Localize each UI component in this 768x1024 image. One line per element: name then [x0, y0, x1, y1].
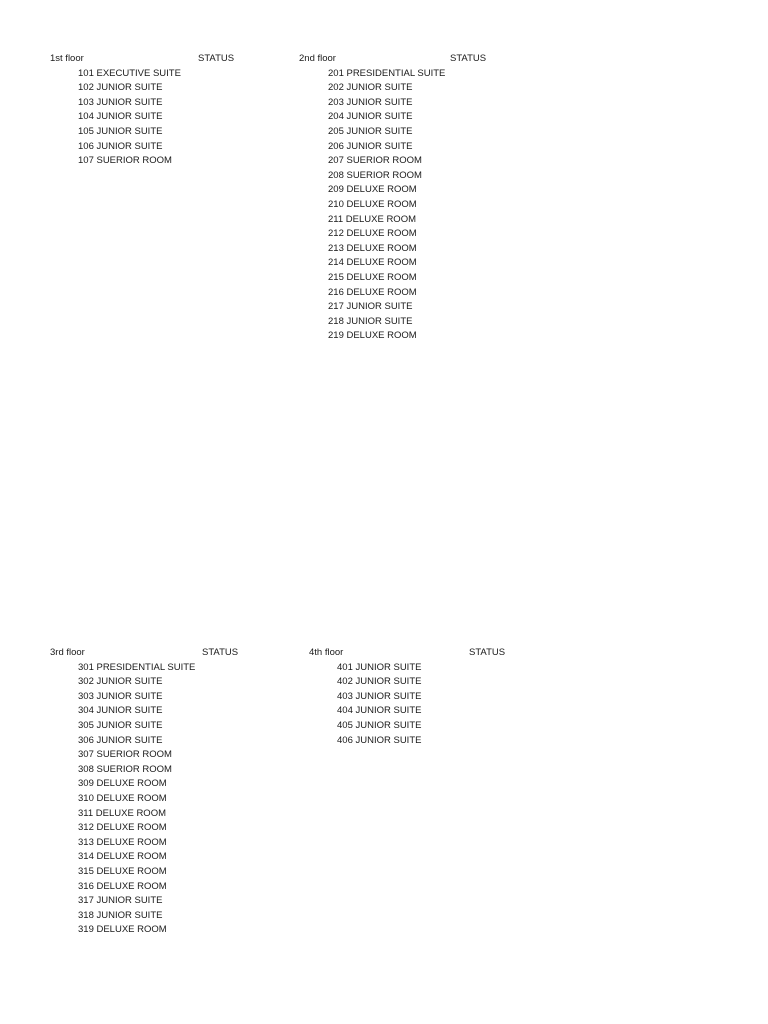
- room-row: 211 DELUXE ROOM: [328, 213, 416, 225]
- floor-block-2nd: [299, 52, 487, 344]
- room-row: 204 JUNIOR SUITE: [328, 111, 413, 123]
- room-row: 104 JUNIOR SUITE: [78, 111, 163, 123]
- room-row: 401 JUNIOR SUITE: [337, 661, 422, 673]
- room-row: 307 SUERIOR ROOM: [78, 749, 172, 761]
- room-list: [78, 661, 195, 938]
- room-row: 202 JUNIOR SUITE: [328, 82, 413, 94]
- floor-block-3rd: [50, 646, 239, 938]
- room-row: 310 DELUXE ROOM: [78, 792, 167, 804]
- room-row: 106 JUNIOR SUITE: [78, 140, 163, 152]
- room-row: 107 SUERIOR ROOM: [78, 155, 172, 167]
- room-row: 206 JUNIOR SUITE: [328, 140, 413, 152]
- room-list: [78, 67, 181, 169]
- floor-label: 4th floor: [309, 647, 344, 658]
- room-row: 406 JUNIOR SUITE: [337, 734, 422, 746]
- room-row: 309 DELUXE ROOM: [78, 778, 167, 790]
- room-list: [337, 661, 421, 749]
- room-row: 208 SUERIOR ROOM: [328, 169, 422, 181]
- status-column-header: STATUS: [450, 53, 487, 64]
- floor-header: [299, 52, 487, 67]
- room-row: 212 DELUXE ROOM: [328, 228, 417, 240]
- room-row: 103 JUNIOR SUITE: [78, 96, 163, 108]
- room-row: 207 SUERIOR ROOM: [328, 155, 422, 167]
- floor-label: 1st floor: [50, 53, 84, 64]
- room-row: 305 JUNIOR SUITE: [78, 719, 163, 731]
- room-row: 304 JUNIOR SUITE: [78, 705, 163, 717]
- room-row: 201 PRESIDENTIAL SUITE: [328, 67, 446, 79]
- floor-header: [309, 646, 506, 661]
- room-row: 213 DELUXE ROOM: [328, 242, 417, 254]
- room-list: [328, 67, 445, 344]
- room-row: 101 EXECUTIVE SUITE: [78, 67, 181, 79]
- floor-block-1st: [50, 52, 235, 169]
- status-column-header: STATUS: [198, 53, 235, 64]
- status-column-header: STATUS: [469, 647, 506, 658]
- room-row: 404 JUNIOR SUITE: [337, 705, 422, 717]
- room-row: 105 JUNIOR SUITE: [78, 125, 163, 137]
- room-row: 219 DELUXE ROOM: [328, 330, 417, 342]
- room-row: 316 DELUXE ROOM: [78, 880, 167, 892]
- room-row: 302 JUNIOR SUITE: [78, 676, 163, 688]
- room-row: 203 JUNIOR SUITE: [328, 96, 413, 108]
- room-row: 403 JUNIOR SUITE: [337, 690, 422, 702]
- floor-label: 2nd floor: [299, 53, 336, 64]
- room-row: 102 JUNIOR SUITE: [78, 82, 163, 94]
- room-row: 301 PRESIDENTIAL SUITE: [78, 661, 196, 673]
- status-column-header: STATUS: [202, 647, 239, 658]
- room-row: 405 JUNIOR SUITE: [337, 719, 422, 731]
- room-row: 312 DELUXE ROOM: [78, 822, 167, 834]
- room-row: 308 SUERIOR ROOM: [78, 763, 172, 775]
- floor-header: [50, 646, 239, 661]
- room-row: 319 DELUXE ROOM: [78, 924, 167, 936]
- room-row: 218 JUNIOR SUITE: [328, 315, 413, 327]
- room-row: 306 JUNIOR SUITE: [78, 734, 163, 746]
- room-row: 303 JUNIOR SUITE: [78, 690, 163, 702]
- room-row: 209 DELUXE ROOM: [328, 184, 417, 196]
- room-row: 311 DELUXE ROOM: [78, 807, 166, 819]
- floor-block-4th: [309, 646, 506, 748]
- room-row: 317 JUNIOR SUITE: [78, 895, 163, 907]
- room-row: 313 DELUXE ROOM: [78, 836, 167, 848]
- room-row: 215 DELUXE ROOM: [328, 271, 417, 283]
- floor-header: [50, 52, 235, 67]
- room-row: 205 JUNIOR SUITE: [328, 125, 413, 137]
- room-row: 315 DELUXE ROOM: [78, 865, 167, 877]
- room-row: 216 DELUXE ROOM: [328, 286, 417, 298]
- room-row: 314 DELUXE ROOM: [78, 851, 167, 863]
- room-row: 214 DELUXE ROOM: [328, 257, 417, 269]
- room-row: 318 JUNIOR SUITE: [78, 909, 163, 921]
- room-row: 402 JUNIOR SUITE: [337, 676, 422, 688]
- room-row: 217 JUNIOR SUITE: [328, 301, 413, 313]
- room-row: 210 DELUXE ROOM: [328, 198, 417, 210]
- floor-label: 3rd floor: [50, 647, 85, 658]
